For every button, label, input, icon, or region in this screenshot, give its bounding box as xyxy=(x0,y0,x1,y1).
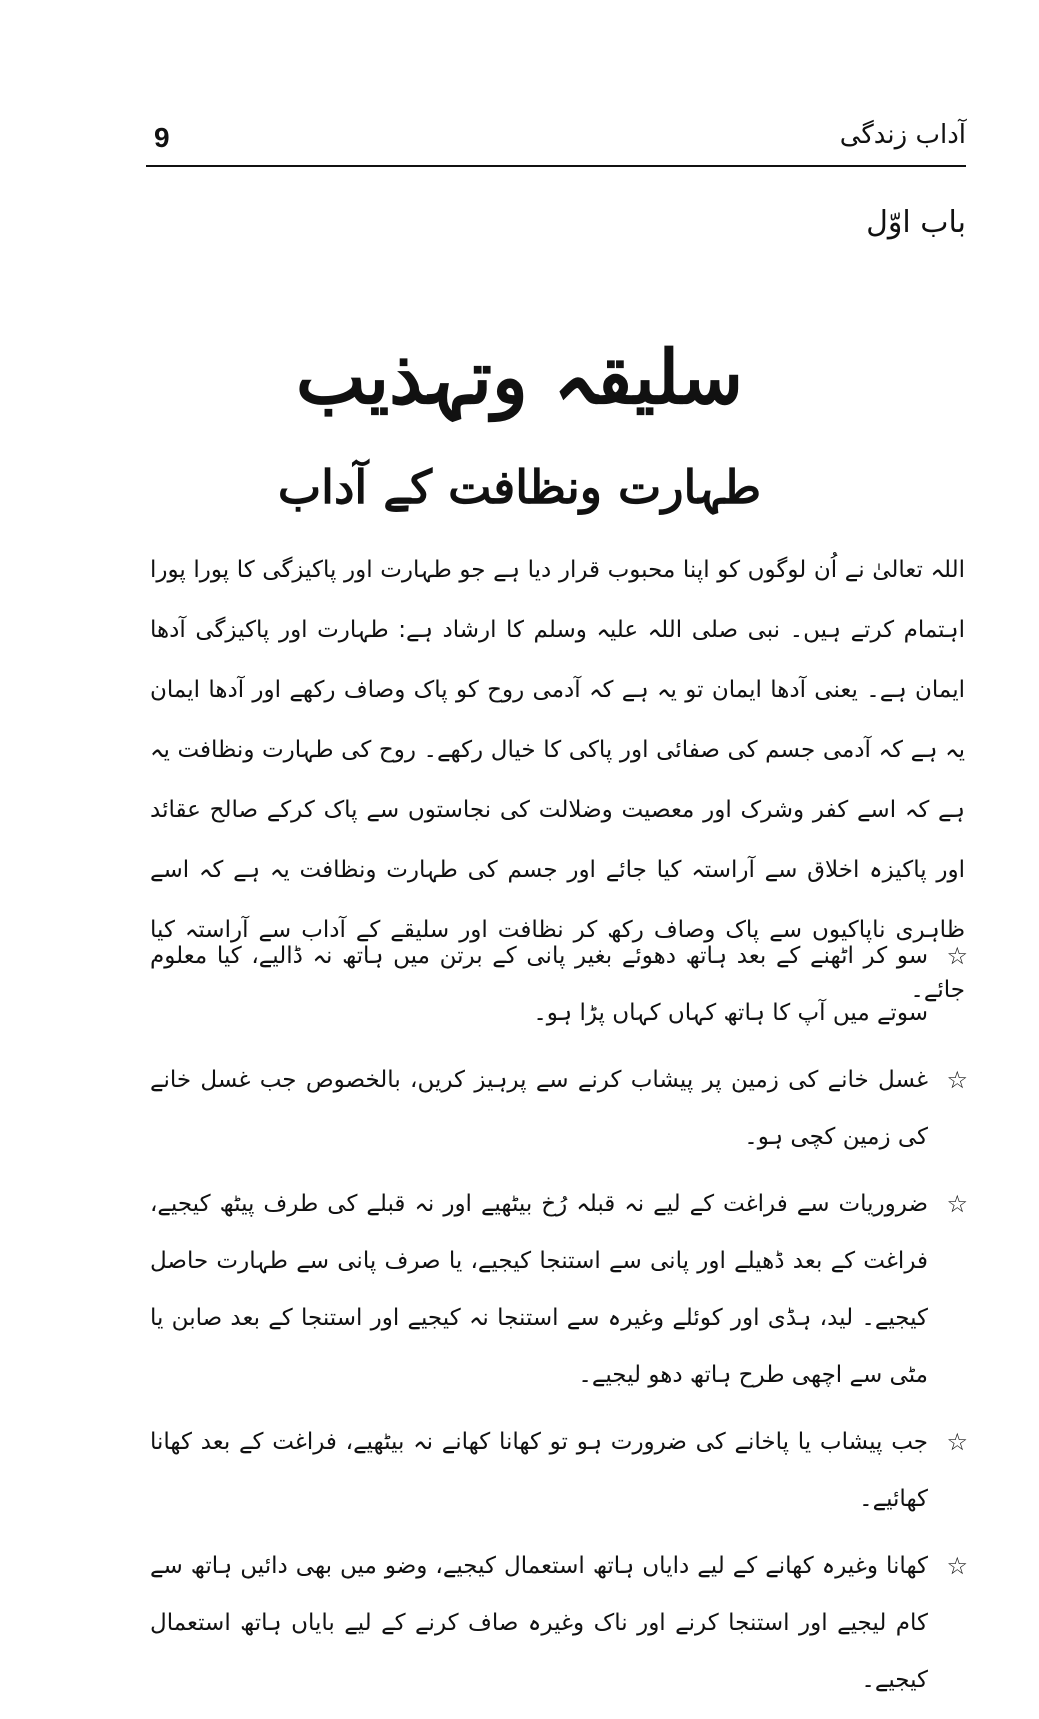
rule-text: غسل خانے کی زمین پر پیشاب کرنے سے پرہیز کریں، بالخصوص جب غسل خانے کی زمین کچی ہو۔ xyxy=(150,1067,928,1150)
rule-text: سو کر اٹھنے کے بعد ہاتھ دھوئے بغیر پانی کے برتن میں ہاتھ نہ ڈالیے، کیا معلوم سوتے میں آپ کا ہاتھ کہاں کہاں پڑا ہو۔ xyxy=(150,943,928,1026)
page-number: 9 xyxy=(154,122,170,153)
chapter-title: سلیقہ وتہذیب xyxy=(295,335,744,421)
intro-paragraph: اللہ تعالیٰ نے اُن لوگوں کو اپنا محبوب قرار دیا ہے جو طہارت اور پاکیزگی کا پورا پورا اہتمام کرتے ہیں۔ نبی صلی اللہ علیہ وسلم کا ارشاد ہے: طہارت اور پاکیزگی آدھا ایمان ہے۔ یعنی آدھا ایمان تو یہ ہے کہ آدمی روح کو پاک وصاف رکھے اور آدھا ایمان یہ ہے کہ آدمی جسم کی صفائی اور پاکی کا خیال رکھے۔ روح کی طہارت ونظافت یہ ہے کہ اسے کفر وشرک اور معصیت وضلالت کی نجاستوں سے پاک کرکے صالح عقائد اور پاکیزہ اخلاق سے آراستہ کیا جائے اور جسم کی طہارت ونظافت یہ ہے کہ اسے ظاہری ناپاکیوں سے پاک وصاف رکھ کر نظافت اور سلیقے کے آداب سے آراستہ کیا جائے۔ xyxy=(150,557,965,1003)
rules-list xyxy=(150,928,970,1719)
rule-text: کھانا وغیرہ کھانے کے لیے دایاں ہاتھ استعمال کیجیے، وضو میں بھی دائیں ہاتھ سے کام لیجیے اور استنجا کرنے اور ناک وغیرہ صاف کرنے کے لیے بایاں ہاتھ استعمال کیجیے۔ xyxy=(150,1553,928,1693)
list-item xyxy=(150,1538,970,1709)
star-bullet-icon: ☆ xyxy=(946,1428,968,1456)
star-bullet-icon: ☆ xyxy=(946,942,968,970)
list-item xyxy=(150,1176,970,1404)
star-bullet-icon: ☆ xyxy=(946,1190,968,1218)
list-item xyxy=(150,1052,970,1166)
rule-text: جب پیشاب یا پاخانے کی ضرورت ہو تو کھانا کھانے نہ بیٹھیے، فراغت کے بعد کھانا کھائیے۔ xyxy=(150,1429,928,1512)
running-title: آداب زندگی xyxy=(839,120,966,150)
header-divider xyxy=(146,165,966,167)
section-title: طہارت ونظافت کے آداب xyxy=(277,460,762,514)
star-bullet-icon: ☆ xyxy=(946,1066,968,1094)
rule-text: ضروریات سے فراغت کے لیے نہ قبلہ رُخ بیٹھیے اور نہ قبلے کی طرف پیٹھ کیجیے، فراغت کے بعد ڈھیلے اور پانی سے استنجا کیجیے، یا صرف پانی سے طہارت حاصل کیجیے۔ لید، ہڈی اور کوئلے وغیرہ سے استنجا نہ کیجیے اور استنجا کے بعد صابن یا مٹی سے اچھی طرح ہاتھ دھو لیجیے۔ xyxy=(150,1191,928,1388)
list-item xyxy=(150,1414,970,1528)
chapter-label: باب اوّل xyxy=(866,205,966,240)
list-item xyxy=(150,928,970,1042)
star-bullet-icon: ☆ xyxy=(946,1552,968,1580)
page-header xyxy=(146,110,966,168)
